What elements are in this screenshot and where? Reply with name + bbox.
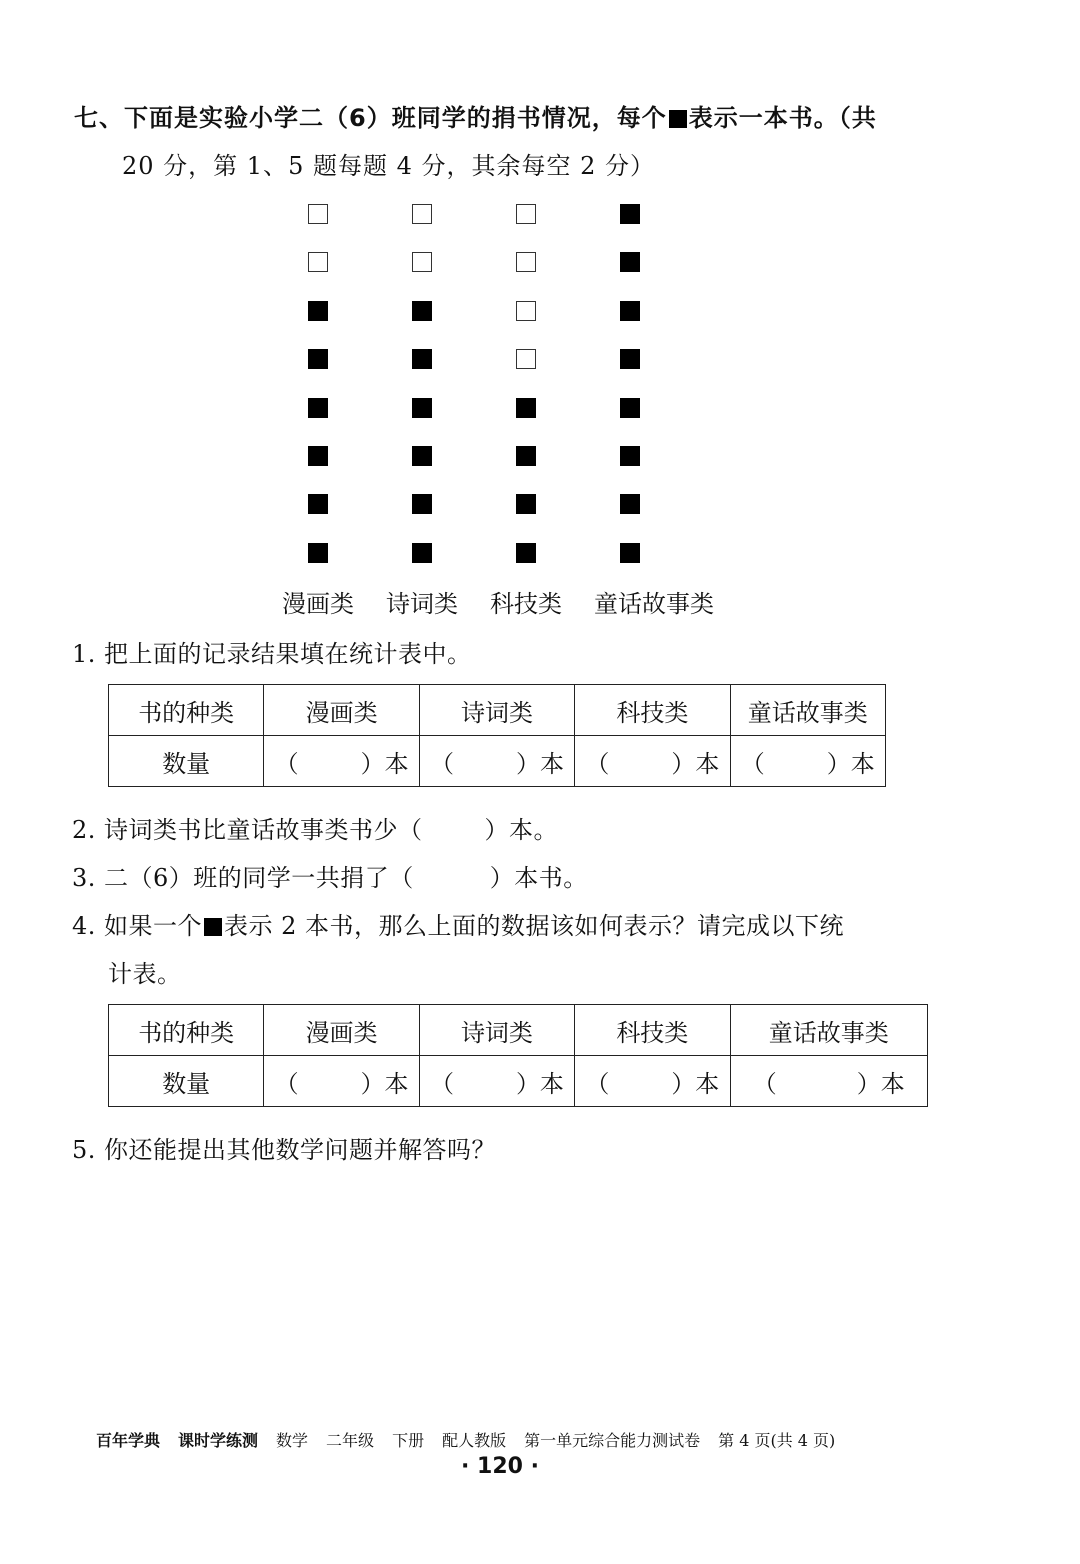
question-1: 1. 把上面的记录结果填在统计表中。: [72, 640, 472, 668]
category-label-science: 科技类: [490, 590, 562, 618]
table-row: [109, 685, 886, 736]
table-row: [109, 736, 886, 787]
footer-brand: 百年学典: [96, 1431, 161, 1450]
question-3: 3. 二（6）班的同学一共捐了（ ）本书。: [72, 864, 588, 892]
book-square-icon: [412, 301, 432, 321]
book-square-icon: [620, 204, 640, 224]
answer-cell[interactable]: （ ）本: [419, 736, 574, 787]
book-square-icon: [516, 446, 536, 466]
table-header-science: 科技类: [575, 1005, 730, 1056]
empty-square-icon: [516, 349, 536, 369]
book-square-icon: [308, 349, 328, 369]
empty-square-icon: [516, 301, 536, 321]
table-header-poetry: 诗词类: [419, 1005, 574, 1056]
answer-cell[interactable]: （ ）本: [264, 1056, 419, 1107]
empty-square-icon: [308, 252, 328, 272]
heading-text-2: 表示一本书。（共: [688, 104, 877, 132]
footer-subject: 数学: [276, 1431, 309, 1450]
footer-volume: 下册: [392, 1431, 425, 1450]
section-heading-line2: 20 分，第 1、5 题每题 4 分，其余每空 2 分）: [122, 152, 656, 180]
table-header-comics: 漫画类: [264, 685, 419, 736]
table-header-comics: 漫画类: [264, 1005, 419, 1056]
table-header-fairytale: 童话故事类: [730, 685, 885, 736]
section-heading: [74, 98, 877, 133]
book-square-icon: [308, 446, 328, 466]
question-5: 5. 你还能提出其他数学问题并解答吗？: [72, 1136, 497, 1164]
book-square-icon: [516, 398, 536, 418]
book-square-icon: [412, 494, 432, 514]
answer-cell[interactable]: （ ）本: [419, 1056, 574, 1107]
table-row: [109, 1056, 928, 1107]
pictograph: [300, 196, 650, 576]
book-square-icon: [620, 543, 640, 563]
table-row-label: 数量: [109, 736, 264, 787]
empty-square-icon: [308, 204, 328, 224]
table-row: [109, 1005, 928, 1056]
book-square-icon: [516, 494, 536, 514]
empty-square-icon: [412, 204, 432, 224]
book-square-icon: [308, 398, 328, 418]
empty-square-icon: [516, 204, 536, 224]
book-square-icon: [620, 398, 640, 418]
book-square-icon: [412, 446, 432, 466]
answer-cell[interactable]: （ ）本: [575, 1056, 730, 1107]
footer-grade: 二年级: [326, 1431, 375, 1450]
footer-page-info: 第 4 页(共 4 页): [718, 1431, 836, 1450]
category-label-poetry: 诗词类: [386, 590, 458, 618]
answer-cell[interactable]: （ ）本: [730, 736, 885, 787]
book-square-icon: [620, 252, 640, 272]
answer-cell[interactable]: （ ）本: [575, 736, 730, 787]
table-header-science: 科技类: [575, 685, 730, 736]
book-square-icon: [620, 446, 640, 466]
table-header-label: 书的种类: [109, 1005, 264, 1056]
book-square-icon: [308, 301, 328, 321]
book-square-icon: [620, 494, 640, 514]
table-header-fairytale: 童话故事类: [730, 1005, 928, 1056]
book-square-icon: [308, 494, 328, 514]
category-label-comics: 漫画类: [282, 590, 354, 618]
answer-cell[interactable]: （ ）本: [264, 736, 419, 787]
category-label-fairytale: 童话故事类: [594, 590, 714, 618]
book-square-icon: [620, 349, 640, 369]
table-row-label: 数量: [109, 1056, 264, 1107]
question-4-line2: 计表。: [108, 960, 182, 988]
footer: [96, 1428, 853, 1451]
stat-table-1: [108, 684, 886, 787]
heading-text-1: 七、下面是实验小学二（6）班同学的捐书情况，每个: [74, 104, 667, 132]
page-number: · 120 ·: [461, 1454, 539, 1479]
answer-cell[interactable]: （ ）本: [730, 1056, 928, 1107]
book-square-icon: [620, 301, 640, 321]
question-4: 4. 如果一个 表示 2 本书，那么上面的数据该如何表示？请完成以下统: [72, 912, 845, 940]
empty-square-icon: [412, 252, 432, 272]
book-square-icon: [308, 543, 328, 563]
book-square-icon: [412, 543, 432, 563]
footer-test-name: 第一单元综合能力测试卷: [524, 1431, 701, 1450]
book-square-icon: [412, 349, 432, 369]
footer-edition: 配人教版: [442, 1431, 507, 1450]
book-square-icon: [669, 110, 687, 128]
table-header-label: 书的种类: [109, 685, 264, 736]
empty-square-icon: [516, 252, 536, 272]
book-square-icon: [516, 543, 536, 563]
book-square-icon: [204, 918, 222, 936]
table-header-poetry: 诗词类: [419, 685, 574, 736]
footer-series: 课时学练测: [178, 1431, 259, 1450]
book-square-icon: [412, 398, 432, 418]
stat-table-2: [108, 1004, 928, 1107]
question-2: 2. 诗词类书比童话故事类书少（ ）本。: [72, 816, 559, 844]
